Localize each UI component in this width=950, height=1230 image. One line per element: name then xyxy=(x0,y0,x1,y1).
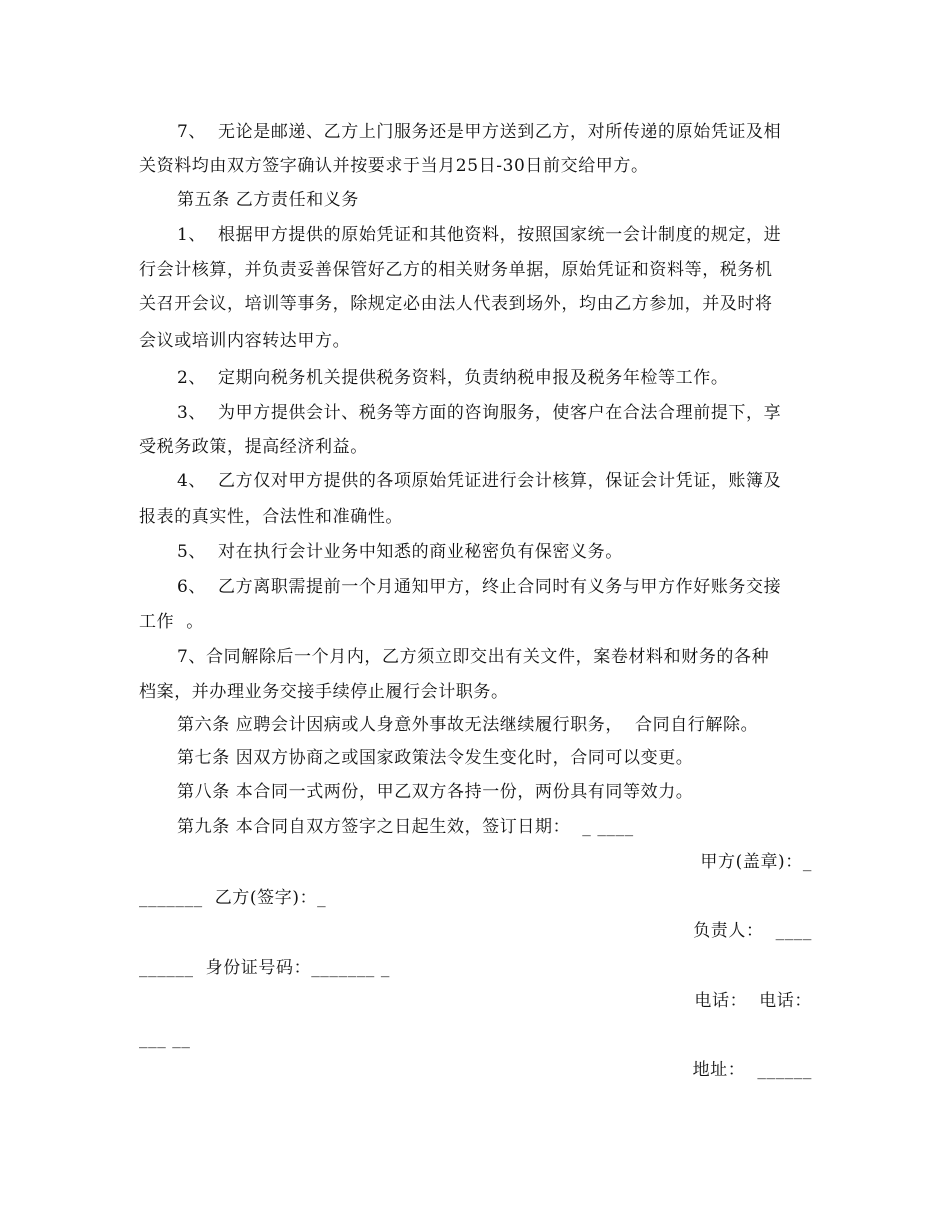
clause-8: 第八条 本合同一式两份，甲乙双方各持一份，两份具有同等效力。 xyxy=(177,782,694,802)
responsible-person-label: 负责人： ____ xyxy=(693,921,812,941)
clause-5-item-1-line-3: 关召开会议，培训等事务，除规定必由法人代表到场外，均由乙方参加，并及时将 xyxy=(139,294,773,314)
clause-5-item-3-line-1: 3、 为甲方提供会计、税务等方面的咨询服务，使客户在合法合理前提下，享 xyxy=(177,403,782,423)
clause-5-item-4-line-1: 4、 乙方仅对甲方提供的各项原始凭证进行会计核算，保证会计凭证，账簿及 xyxy=(177,471,782,491)
clause-5-item-1-line-2: 行会计核算，并负责妥善保管好乙方的相关财务单据，原始凭证和资料等，税务机 xyxy=(139,260,773,280)
clause-5-item-6-line-2: 工作 。 xyxy=(139,612,204,632)
phone-labels: 电话： 电话： xyxy=(694,991,812,1011)
clause-5-item-4-line-2: 报表的真实性，合法性和准确性。 xyxy=(139,507,403,527)
clause-5-item-7-line-1: 7、合同解除后一个月内，乙方须立即交出有关文件，案卷材料和财务的各种 xyxy=(177,647,770,667)
clause-5-item-6-line-1: 6、 乙方离职需提前一个月通知甲方，终止合同时有义务与甲方作好账务交接 xyxy=(177,577,782,597)
clause-9-signing-date: 第九条 本合同自双方签字之日起生效，签订日期： _ ____ xyxy=(177,817,634,837)
clause-5-item-7-line-2: 档案，并办理业务交接手续停止履行会计职务。 xyxy=(139,682,509,702)
party-a-seal-label: 甲方(盖章)：_ xyxy=(700,852,812,872)
clause-4-item-7-line-1: 7、 无论是邮递、乙方上门服务还是甲方送到乙方，对所传递的原始凭证及相 xyxy=(177,122,782,142)
clause-5-item-5: 5、 对在执行会计业务中知悉的商业秘密负有保密义务。 xyxy=(177,542,623,562)
clause-5-item-3-line-2: 受税务政策，提高经济利益。 xyxy=(139,437,368,457)
address-label: 地址： ______ xyxy=(692,1060,812,1080)
clause-6: 第六条 应聘会计因病或人身意外事故无法继续履行职务， 合同自行解除。 xyxy=(177,715,759,735)
party-b-signature-label: _______ 乙方(签字)：_ xyxy=(139,888,327,908)
clause-4-item-7-line-2: 关资料均由双方签字确认并按要求于当月25日-30日前交给甲方。 xyxy=(139,156,649,176)
clause-5-heading: 第五条 乙方责任和义务 xyxy=(177,190,360,210)
clause-5-item-2: 2、 定期向税务机关提供税务资料，负责纳税申报及税务年检等工作。 xyxy=(177,368,729,388)
clause-5-item-1-line-4: 会议或培训内容转达甲方。 xyxy=(139,331,351,351)
clause-5-item-1-line-1: 1、 根据甲方提供的原始凭证和其他资料，按照国家统一会计制度的规定，进 xyxy=(177,225,782,245)
clause-7: 第七条 因双方协商之或国家政策法令发生变化时，合同可以变更。 xyxy=(177,748,694,768)
phone-blank-line: ___ __ xyxy=(139,1029,191,1049)
id-number-label: ______ 身份证号码：_______ _ xyxy=(139,958,391,978)
